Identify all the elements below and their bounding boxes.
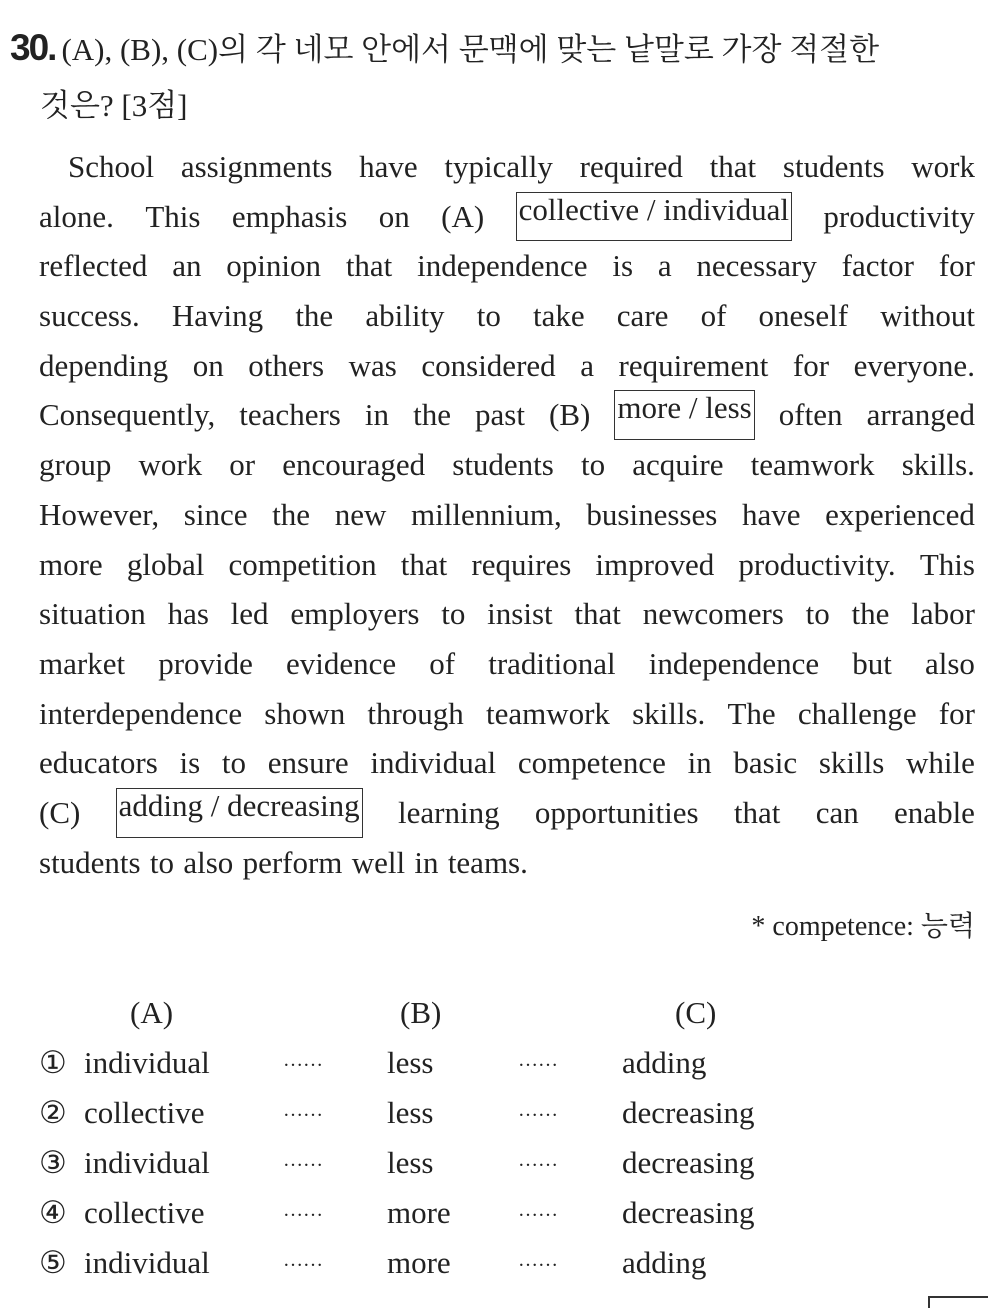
passage-word: have xyxy=(359,149,418,184)
passage-word: enable xyxy=(894,794,975,830)
option-c: decreasing xyxy=(622,1145,755,1180)
passage-word: care xyxy=(616,298,669,334)
passage-word: well xyxy=(351,844,406,880)
passage-word: in xyxy=(687,745,712,781)
passage-word: traditional xyxy=(488,645,616,681)
passage-word: perform xyxy=(242,844,343,880)
passage-word: situation xyxy=(39,596,146,632)
choice-column-header: (A) xyxy=(130,995,174,1030)
passage-line xyxy=(39,838,975,888)
option-b: more xyxy=(387,1195,451,1230)
passage-word: educators xyxy=(39,745,158,781)
passage-word: productivity xyxy=(823,198,975,234)
option-a: individual xyxy=(84,1145,210,1180)
passage-line xyxy=(39,540,975,590)
passage-word: alone. xyxy=(39,198,114,234)
passage-line xyxy=(39,291,975,341)
passage-word: group xyxy=(39,447,112,483)
option-number: ④ xyxy=(39,1195,67,1230)
passage-word: competence xyxy=(517,745,666,781)
passage-word: productivity. xyxy=(738,546,896,582)
passage-word: ensure xyxy=(267,745,349,781)
passage-word: global xyxy=(126,546,205,582)
dot-leader: …… xyxy=(283,1149,323,1171)
passage-word: interdependence xyxy=(39,695,243,731)
passage-word: shown xyxy=(264,695,346,731)
dot-leader: …… xyxy=(518,1099,558,1121)
option-a: collective xyxy=(84,1195,205,1230)
choice-box: collective / individual xyxy=(516,192,792,242)
passage-line xyxy=(39,788,975,838)
passage-word: teamwork xyxy=(750,447,875,483)
dot-leader: …… xyxy=(518,1249,558,1271)
passage-word: School xyxy=(68,149,155,184)
passage-word: a xyxy=(657,248,672,284)
passage-word: evidence xyxy=(286,645,397,681)
passage-word: businesses xyxy=(586,496,718,532)
passage-word: also xyxy=(924,645,975,681)
passage-word: skills xyxy=(818,745,885,781)
option-number: ③ xyxy=(39,1145,67,1180)
passage-line xyxy=(39,241,975,291)
passage-word: that xyxy=(574,596,621,632)
passage-word: independence xyxy=(417,248,588,284)
passage-line xyxy=(39,341,975,391)
footnote: * competence: 능력 xyxy=(751,911,975,942)
passage-word: the xyxy=(295,298,334,334)
passage-line xyxy=(39,490,975,540)
passage-word: an xyxy=(172,248,202,284)
option-number: ② xyxy=(39,1095,67,1130)
passage-word: in xyxy=(364,397,390,433)
passage-word: requires xyxy=(471,546,572,582)
passage-word: on xyxy=(192,347,224,383)
passage-word: also xyxy=(183,844,234,880)
passage-word: skills. xyxy=(632,695,706,731)
passage-word: oneself xyxy=(758,298,849,334)
passage-word: typically xyxy=(444,149,553,184)
passage-word: teams. xyxy=(447,844,528,880)
passage-line xyxy=(39,390,975,440)
passage-line xyxy=(39,192,975,242)
passage-word: depending xyxy=(39,347,169,383)
passage-word: to xyxy=(805,596,830,632)
passage-word: in xyxy=(414,844,439,880)
passage-word: was xyxy=(348,347,397,383)
passage-word: teachers xyxy=(239,397,341,433)
passage-word: ability xyxy=(365,298,445,334)
passage-word: is xyxy=(612,248,634,284)
question-number: 30. xyxy=(10,27,56,68)
option-b: less xyxy=(387,1095,434,1130)
passage-word: learning xyxy=(398,794,500,830)
passage-word: independence xyxy=(648,645,820,681)
option-b: more xyxy=(387,1245,451,1280)
passage-line xyxy=(39,689,975,739)
question-prompt-continued: 것은? [3점] xyxy=(40,88,188,123)
passage-word: provide xyxy=(158,645,253,681)
passage-word: is xyxy=(179,745,201,781)
passage-word: individual xyxy=(370,745,497,781)
passage-word: that xyxy=(345,248,393,284)
passage-word: to xyxy=(581,447,606,483)
passage-word: reflected xyxy=(39,248,148,284)
passage-word: encouraged xyxy=(282,447,426,483)
passage-word: considered xyxy=(421,347,556,383)
passage-word: has xyxy=(167,596,209,632)
passage-word: to xyxy=(476,298,501,334)
passage-word: for xyxy=(938,695,975,731)
passage-word: led xyxy=(230,596,269,632)
passage xyxy=(39,142,975,887)
passage-word: more xyxy=(39,546,103,582)
passage-word: challenge xyxy=(797,695,917,731)
option-c: decreasing xyxy=(622,1095,755,1130)
dot-leader: …… xyxy=(518,1149,558,1171)
option-a: individual xyxy=(84,1245,210,1280)
passage-word: everyone. xyxy=(853,347,975,383)
passage-word: labor xyxy=(911,596,975,632)
passage-word: work xyxy=(138,447,203,483)
passage-word: This xyxy=(145,198,201,234)
passage-word: necessary xyxy=(696,248,817,284)
passage-word: past xyxy=(475,397,525,433)
passage-word: of xyxy=(429,645,456,681)
passage-word: newcomers xyxy=(642,596,784,632)
question-header xyxy=(10,20,980,134)
passage-word: that xyxy=(709,149,757,184)
page-border-fragment xyxy=(928,1296,988,1308)
passage-word: students xyxy=(782,149,885,184)
passage-word: factor xyxy=(841,248,914,284)
passage-line xyxy=(39,142,975,192)
passage-word: to xyxy=(441,596,466,632)
passage-word: or xyxy=(229,447,256,483)
passage-word: insist xyxy=(487,596,553,632)
passage-word: students xyxy=(39,844,141,880)
passage-word: employers xyxy=(290,596,420,632)
passage-word: take xyxy=(533,298,585,334)
passage-word: can xyxy=(815,794,859,830)
passage-word: opportunities xyxy=(534,794,699,830)
passage-word: Consequently, xyxy=(39,397,216,433)
passage-word: that xyxy=(733,794,781,830)
choice-column-header: (B) xyxy=(400,995,442,1030)
choice-column-header: (C) xyxy=(675,995,717,1030)
passage-word: often xyxy=(778,397,843,433)
passage-line xyxy=(39,639,975,689)
passage-word: the xyxy=(272,496,311,532)
dot-leader: …… xyxy=(283,1099,323,1121)
passage-word: through xyxy=(367,695,464,731)
passage-word: assignments xyxy=(180,149,333,184)
passage-word: new xyxy=(334,496,387,532)
passage-word: the xyxy=(413,397,451,433)
passage-word: Having xyxy=(171,298,264,334)
passage-line xyxy=(39,440,975,490)
choice-box: more / less xyxy=(614,390,754,440)
passage-word: required xyxy=(579,149,683,184)
passage-word: improved xyxy=(595,546,715,582)
passage-word: a xyxy=(580,347,594,383)
dot-leader: …… xyxy=(283,1249,323,1271)
passage-word: (A) xyxy=(441,198,485,234)
passage-word: since xyxy=(183,496,248,532)
dot-leader: …… xyxy=(518,1199,558,1221)
passage-word: others xyxy=(248,347,325,383)
passage-word: requirement xyxy=(618,347,769,383)
passage-word: work xyxy=(911,149,975,184)
option-a: individual xyxy=(84,1045,210,1080)
option-c: adding xyxy=(622,1245,707,1280)
passage-word: students xyxy=(452,447,554,483)
option-b: less xyxy=(387,1045,434,1080)
passage-word: market xyxy=(39,645,126,681)
passage-word: (C) xyxy=(39,794,81,830)
question-prompt: (A), (B), (C)의 각 네모 안에서 문맥에 맞는 낱말로 가장 적절한 xyxy=(61,32,880,67)
passage-word: without xyxy=(880,298,975,334)
passage-word: This xyxy=(919,546,975,582)
passage-word: the xyxy=(851,596,890,632)
passage-word: to xyxy=(149,844,175,880)
passage-line xyxy=(39,589,975,639)
passage-word: for xyxy=(792,347,830,383)
dot-leader: …… xyxy=(518,1049,558,1071)
passage-word: arranged xyxy=(866,397,975,433)
option-a: collective xyxy=(84,1095,205,1130)
passage-word: success. xyxy=(39,298,140,334)
passage-word: of xyxy=(700,298,727,334)
passage-word: emphasis xyxy=(231,198,348,234)
passage-word: on xyxy=(378,198,410,234)
passage-word: opinion xyxy=(226,248,322,284)
dot-leader: …… xyxy=(283,1049,323,1071)
passage-word: but xyxy=(852,645,892,681)
passage-word: (B) xyxy=(549,397,591,433)
passage-word: have xyxy=(741,496,801,532)
passage-word: while xyxy=(906,745,975,781)
passage-word: for xyxy=(938,248,975,284)
option-b: less xyxy=(387,1145,434,1180)
passage-word: The xyxy=(727,695,776,731)
dot-leader: …… xyxy=(283,1199,323,1221)
option-c: adding xyxy=(622,1045,707,1080)
passage-word: teamwork xyxy=(485,695,610,731)
choice-box: adding / decreasing xyxy=(116,788,363,838)
passage-word: However, xyxy=(39,496,160,532)
passage-word: basic xyxy=(733,745,798,781)
passage-word: that xyxy=(400,546,448,582)
passage-line xyxy=(39,738,975,788)
option-c: decreasing xyxy=(622,1195,755,1230)
passage-word: skills. xyxy=(901,447,975,483)
option-number: ① xyxy=(39,1045,67,1080)
passage-word: competition xyxy=(228,546,377,582)
passage-word: acquire xyxy=(632,447,724,483)
passage-word: millennium, xyxy=(411,496,562,532)
passage-word: to xyxy=(221,745,247,781)
option-number: ⑤ xyxy=(39,1245,67,1280)
passage-word: experienced xyxy=(825,496,975,532)
